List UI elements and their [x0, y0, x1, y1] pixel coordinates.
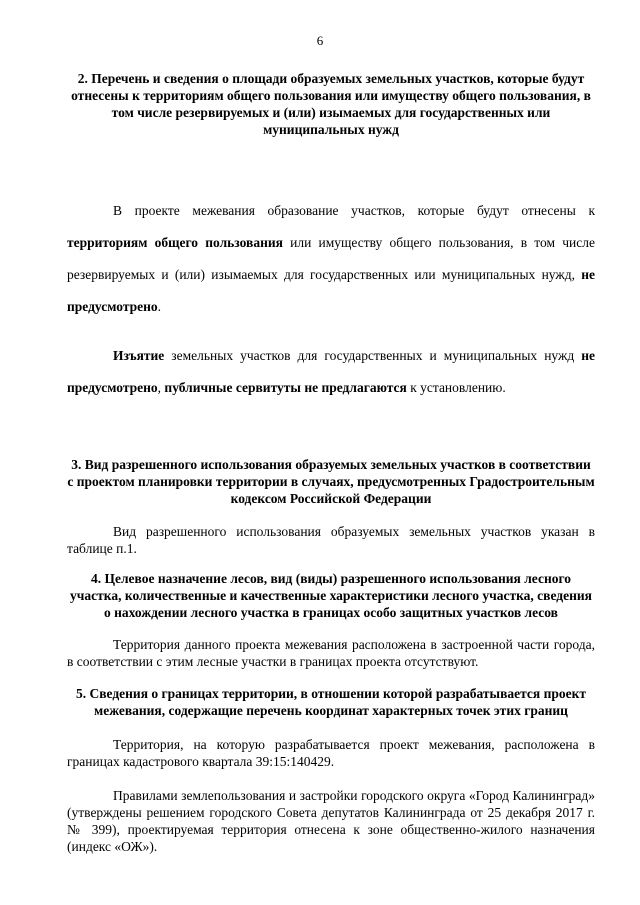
section-4-paragraph-1: Территория данного проекта межевания расположена в застроенной части города, в соответствии с этим лесные участки в границах проекта отсутствуют. [67, 637, 595, 669]
page-number: 6 [316, 33, 324, 48]
section-3-heading: 3. Вид разрешенного использования образуемых земельных участков в соответствии с проектом планировки территории в случаях, предусмотренных Градостроительным кодексом Российской Федерации [67, 457, 595, 506]
section-3-paragraph-1: Вид разрешенного использования образуемых земельных участков указан в таблице п.1. [67, 524, 595, 556]
section-5-heading: 5. Сведения о границах территории, в отношении которой разрабатывается проект межевания, содержащие перечень координат характерных точек этих границ [75, 686, 587, 718]
emphasis-seizure: Изъятие [113, 348, 165, 363]
section-5-paragraph-2: Правилами землепользования и застройки городского округа «Город Калининград» (утверждены решением городского Совета депутатов Калининграда от 25 декабря 2017 г. № 399), проектируемая территория отнесена к зоне общественно-жилого назначения (индекс «ОЖ»). [67, 788, 595, 854]
emphasis-public-territories: территориям общего пользования [67, 235, 283, 250]
document-body [67, 70, 595, 855]
emphasis-not-provided: не предусмотрено [67, 267, 595, 314]
emphasis-not-provided-2: не предусмотрено [67, 348, 595, 395]
emphasis-servitudes: публичные сервитуты не предлагаются [164, 380, 407, 395]
section-5-paragraph-1: Территория, на которую разрабатывается проект межевания, расположена в границах кадастрового квартала 39:15:140429. [67, 737, 595, 769]
section-2-heading: 2. Перечень и сведения о площади образуемых земельных участков, которые будут отнесены к территориям общего пользования или имуществу общего пользования, в том числе резервируемых и (или) изымаемых для государственных или муниципальных нужд [71, 71, 591, 137]
section-4-heading: 4. Целевое назначение лесов, вид (виды) разрешенного использования лесного участка, количественные и качественные характеристики лесного участка, сведения о нахождении лесного участка в границах особо защитных участков лесов [70, 571, 592, 620]
section-2-paragraph-2: Изъятие земельных участков для государственных и муниципальных нужд не предусмотрено, публичные сервитуты не предлагаются к установлению. [67, 348, 595, 395]
section-2-paragraph-1: В проекте межевания образование участков, которые будут отнесены к территориям общего пользования или имуществу общего пользования, в том числе резервируемых и (или) изымаемых для государственных или муниципальных нужд, не предусмотрено. [67, 203, 595, 314]
